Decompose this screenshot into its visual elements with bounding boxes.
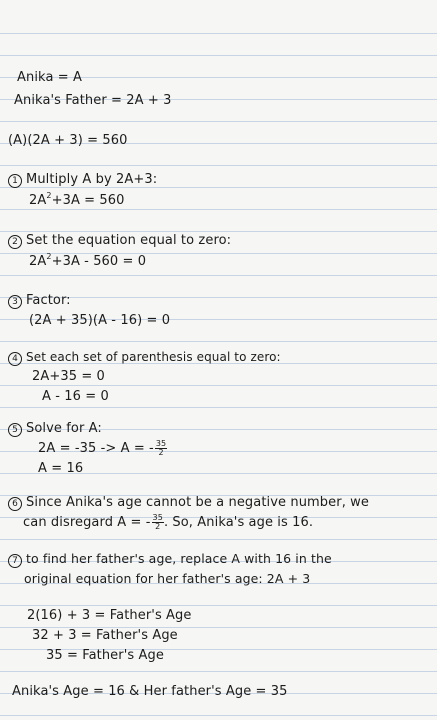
step-6-fraction-numerator: 35 — [152, 513, 163, 522]
definition-anika: Anika = A — [17, 70, 82, 85]
step-1-work-post: +3A = 560 — [51, 193, 125, 208]
step-5-fraction-denominator: 2 — [158, 448, 164, 457]
step-7-line-2: original equation for her father's age: 2A + 3 — [24, 571, 311, 586]
definition-father: Anika's Father = 2A + 3 — [14, 93, 172, 108]
conclusion: Anika's Age = 16 & Her father's Age = 35 — [12, 684, 288, 699]
father-work-3: 35 = Father's Age — [46, 648, 164, 663]
step-6-line-1-text: Since Anika's age cannot be a negative number, we — [26, 495, 369, 510]
step-6-line-2-pre: can disregard A = - — [23, 515, 151, 530]
step-7-number: 7 — [8, 554, 22, 568]
father-work-1: 2(16) + 3 = Father's Age — [27, 608, 192, 623]
step-3-number: 3 — [8, 295, 22, 309]
step-1-heading-text: Multiply A by 2A+3: — [26, 172, 158, 187]
step-1-number: 1 — [8, 174, 22, 188]
step-4-number: 4 — [8, 352, 22, 366]
step-2-work-post: +3A - 560 = 0 — [51, 254, 147, 269]
step-4-heading-text: Set each set of parenthesis equal to zero: — [26, 350, 281, 364]
step-2-work-pre: 2A — [29, 254, 47, 269]
step-1-work-pre: 2A — [29, 193, 47, 208]
step-3-heading-text: Factor: — [26, 293, 71, 308]
step-7-line-1-text: to find her father's age, replace A with 16 in the — [26, 551, 332, 566]
step-1-exponent: 2 — [46, 190, 52, 200]
step-2-exponent: 2 — [46, 251, 52, 261]
step-3-heading — [8, 292, 71, 310]
step-1-heading — [8, 171, 157, 189]
step-5-work-1-text: 2A = -35 -> A = - — [38, 441, 154, 456]
step-5-fraction — [155, 440, 167, 457]
step-2-heading-text: Set the equation equal to zero: — [26, 233, 232, 248]
main-equation: (A)(2A + 3) = 560 — [8, 133, 128, 148]
step-5-work-2: A = 16 — [38, 461, 84, 476]
step-6-fraction — [152, 514, 164, 531]
step-2-work — [29, 253, 146, 271]
step-5-number: 5 — [8, 423, 22, 437]
step-5-heading — [8, 420, 102, 438]
step-6-line-1 — [8, 494, 369, 512]
step-6-number: 6 — [8, 497, 22, 511]
step-5-heading-text: Solve for A: — [26, 421, 102, 436]
step-1-work — [29, 192, 125, 210]
step-6-line-2 — [23, 514, 313, 532]
step-6-fraction-denominator: 2 — [155, 522, 161, 531]
step-7-line-1 — [8, 550, 332, 568]
step-2-number: 2 — [8, 235, 22, 249]
step-4-work-2: A - 16 = 0 — [42, 389, 109, 404]
step-5-work-1 — [38, 440, 167, 458]
step-6-line-2-post: . So, Anika's age is 16. — [163, 515, 314, 530]
step-4-work-1: 2A+35 = 0 — [32, 369, 105, 384]
step-5-fraction-numerator: 35 — [155, 439, 167, 448]
step-2-heading — [8, 232, 231, 250]
step-3-work: (2A + 35)(A - 16) = 0 — [29, 313, 171, 328]
father-work-2: 32 + 3 = Father's Age — [32, 628, 178, 643]
step-4-heading — [8, 348, 281, 366]
